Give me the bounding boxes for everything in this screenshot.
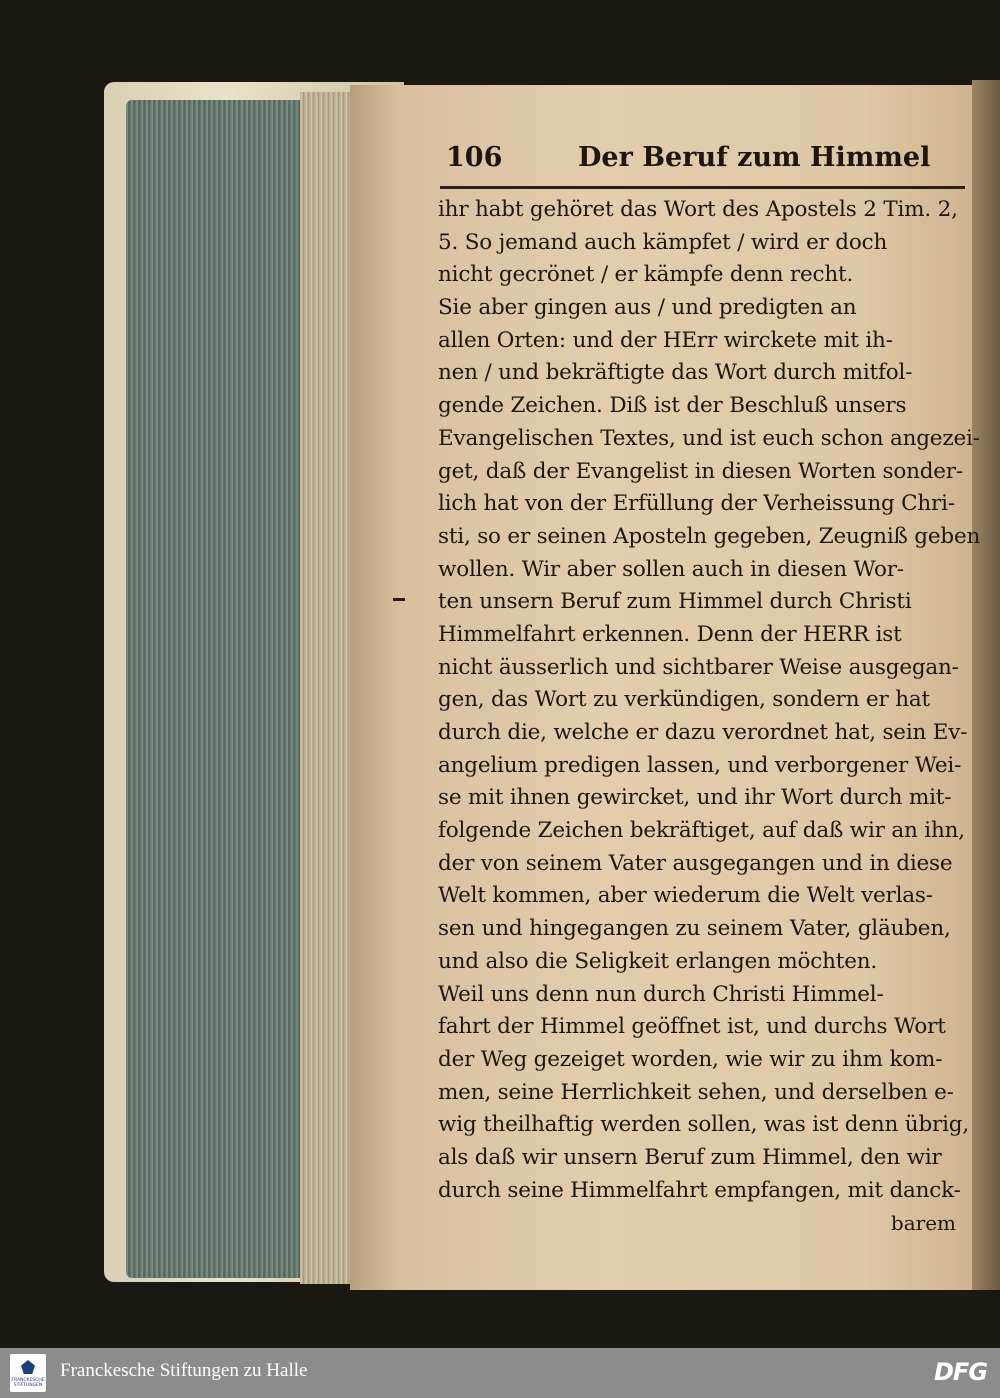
header-rule — [440, 186, 965, 189]
text-line: get, daß der Evangelist in diesen Worten sonder- — [438, 458, 963, 484]
text-line: durch seine Himmelfahrt empfangen, mit danck- — [438, 1177, 961, 1203]
text-line: Sie aber gingen aus / und predigten an — [438, 295, 857, 321]
logo-text: FRANCKESCHE STIFTUNGEN — [11, 1378, 45, 1388]
eagle-icon — [21, 1360, 35, 1374]
text-line: ihr habt gehöret das Wort des Apostels 2 Tim. 2, — [438, 197, 958, 222]
text-line: sti, so er seinen Aposteln gegeben, Zeugniß geben — [438, 523, 981, 549]
catchword: barem — [890, 1211, 956, 1236]
text-line: nicht gecrönet / er kämpfe denn recht. — [438, 262, 854, 288]
page-number: 106 — [446, 142, 503, 173]
franckesche-logo[interactable] — [10, 1354, 46, 1392]
text-line: angelium predigen lassen, und verborgener Wei- — [438, 752, 962, 778]
text-line: Welt kommen, aber wiederum die Welt verlas- — [438, 883, 933, 909]
text-line: der Weg gezeiget worden, wie wir zu ihm kom- — [438, 1046, 943, 1072]
institution-name: Franckesche Stiftungen zu Halle — [60, 1360, 308, 1381]
text-line: ten unsern Beruf zum Himmel durch Christi — [438, 589, 912, 615]
text-line: wollen. Wir aber sollen auch in diesen Wor- — [438, 556, 904, 582]
text-line: wig theilhaftig werden sollen, was ist denn übrig, — [438, 1112, 969, 1138]
text-line: allen Orten: und der HErr wirckete mit ih- — [438, 327, 893, 353]
text-line: der von seinem Vater ausgegangen und in diese — [438, 850, 953, 876]
text-line: gende Zeichen. Diß ist der Beschluß unsers — [438, 393, 907, 419]
text-line: men, seine Herrlichkeit sehen, und derselben e- — [438, 1079, 954, 1105]
text-line: nen / und bekräftigte das Wort durch mitfol- — [438, 360, 913, 386]
text-line: folgende Zeichen bekräftiget, auf daß wir an ihn, — [438, 818, 965, 844]
text-line: fahrt der Himmel geöffnet ist, und durchs Wort — [438, 1014, 946, 1040]
text-line: sen und hingegangen zu seinem Vater, gläuben, — [438, 916, 951, 942]
margin-mark — [393, 598, 405, 601]
text-line: 5. So jemand auch kämpfet / wird er doch — [438, 229, 888, 255]
footer-bar — [0, 1348, 1000, 1398]
text-line: und also die Seligkeit erlangen möchten. — [438, 948, 878, 974]
text-line: se mit ihnen gewircket, und ihr Wort durch mit- — [438, 785, 952, 811]
text-line: nicht äusserlich und sichtbarer Weise ausgegan- — [438, 654, 959, 680]
text-line: Weil uns denn nun durch Christi Himmel- — [438, 981, 884, 1007]
text-line: Himmelfahrt erkennen. Denn der HERR ist — [438, 621, 902, 647]
text-line: als daß wir unsern Beruf zum Himmel, den wir — [438, 1144, 942, 1170]
text-line: durch die, welche er dazu verordnet hat, sein Ev- — [438, 720, 968, 745]
text-line: Evangelischen Textes, und ist euch schon angezei- — [438, 425, 980, 451]
running-head — [438, 138, 978, 182]
text-line: gen, das Wort zu verkündigen, sondern er hat — [438, 687, 930, 713]
body-text — [438, 194, 981, 1239]
dfg-logo[interactable]: DFG — [934, 1358, 988, 1386]
running-title: Der Beruf zum Himmel — [578, 142, 931, 173]
page-edge-gilt — [300, 92, 352, 1284]
page-text — [438, 138, 981, 1236]
text-line: lich hat von der Erfüllung der Verheissung Chri- — [438, 491, 955, 517]
